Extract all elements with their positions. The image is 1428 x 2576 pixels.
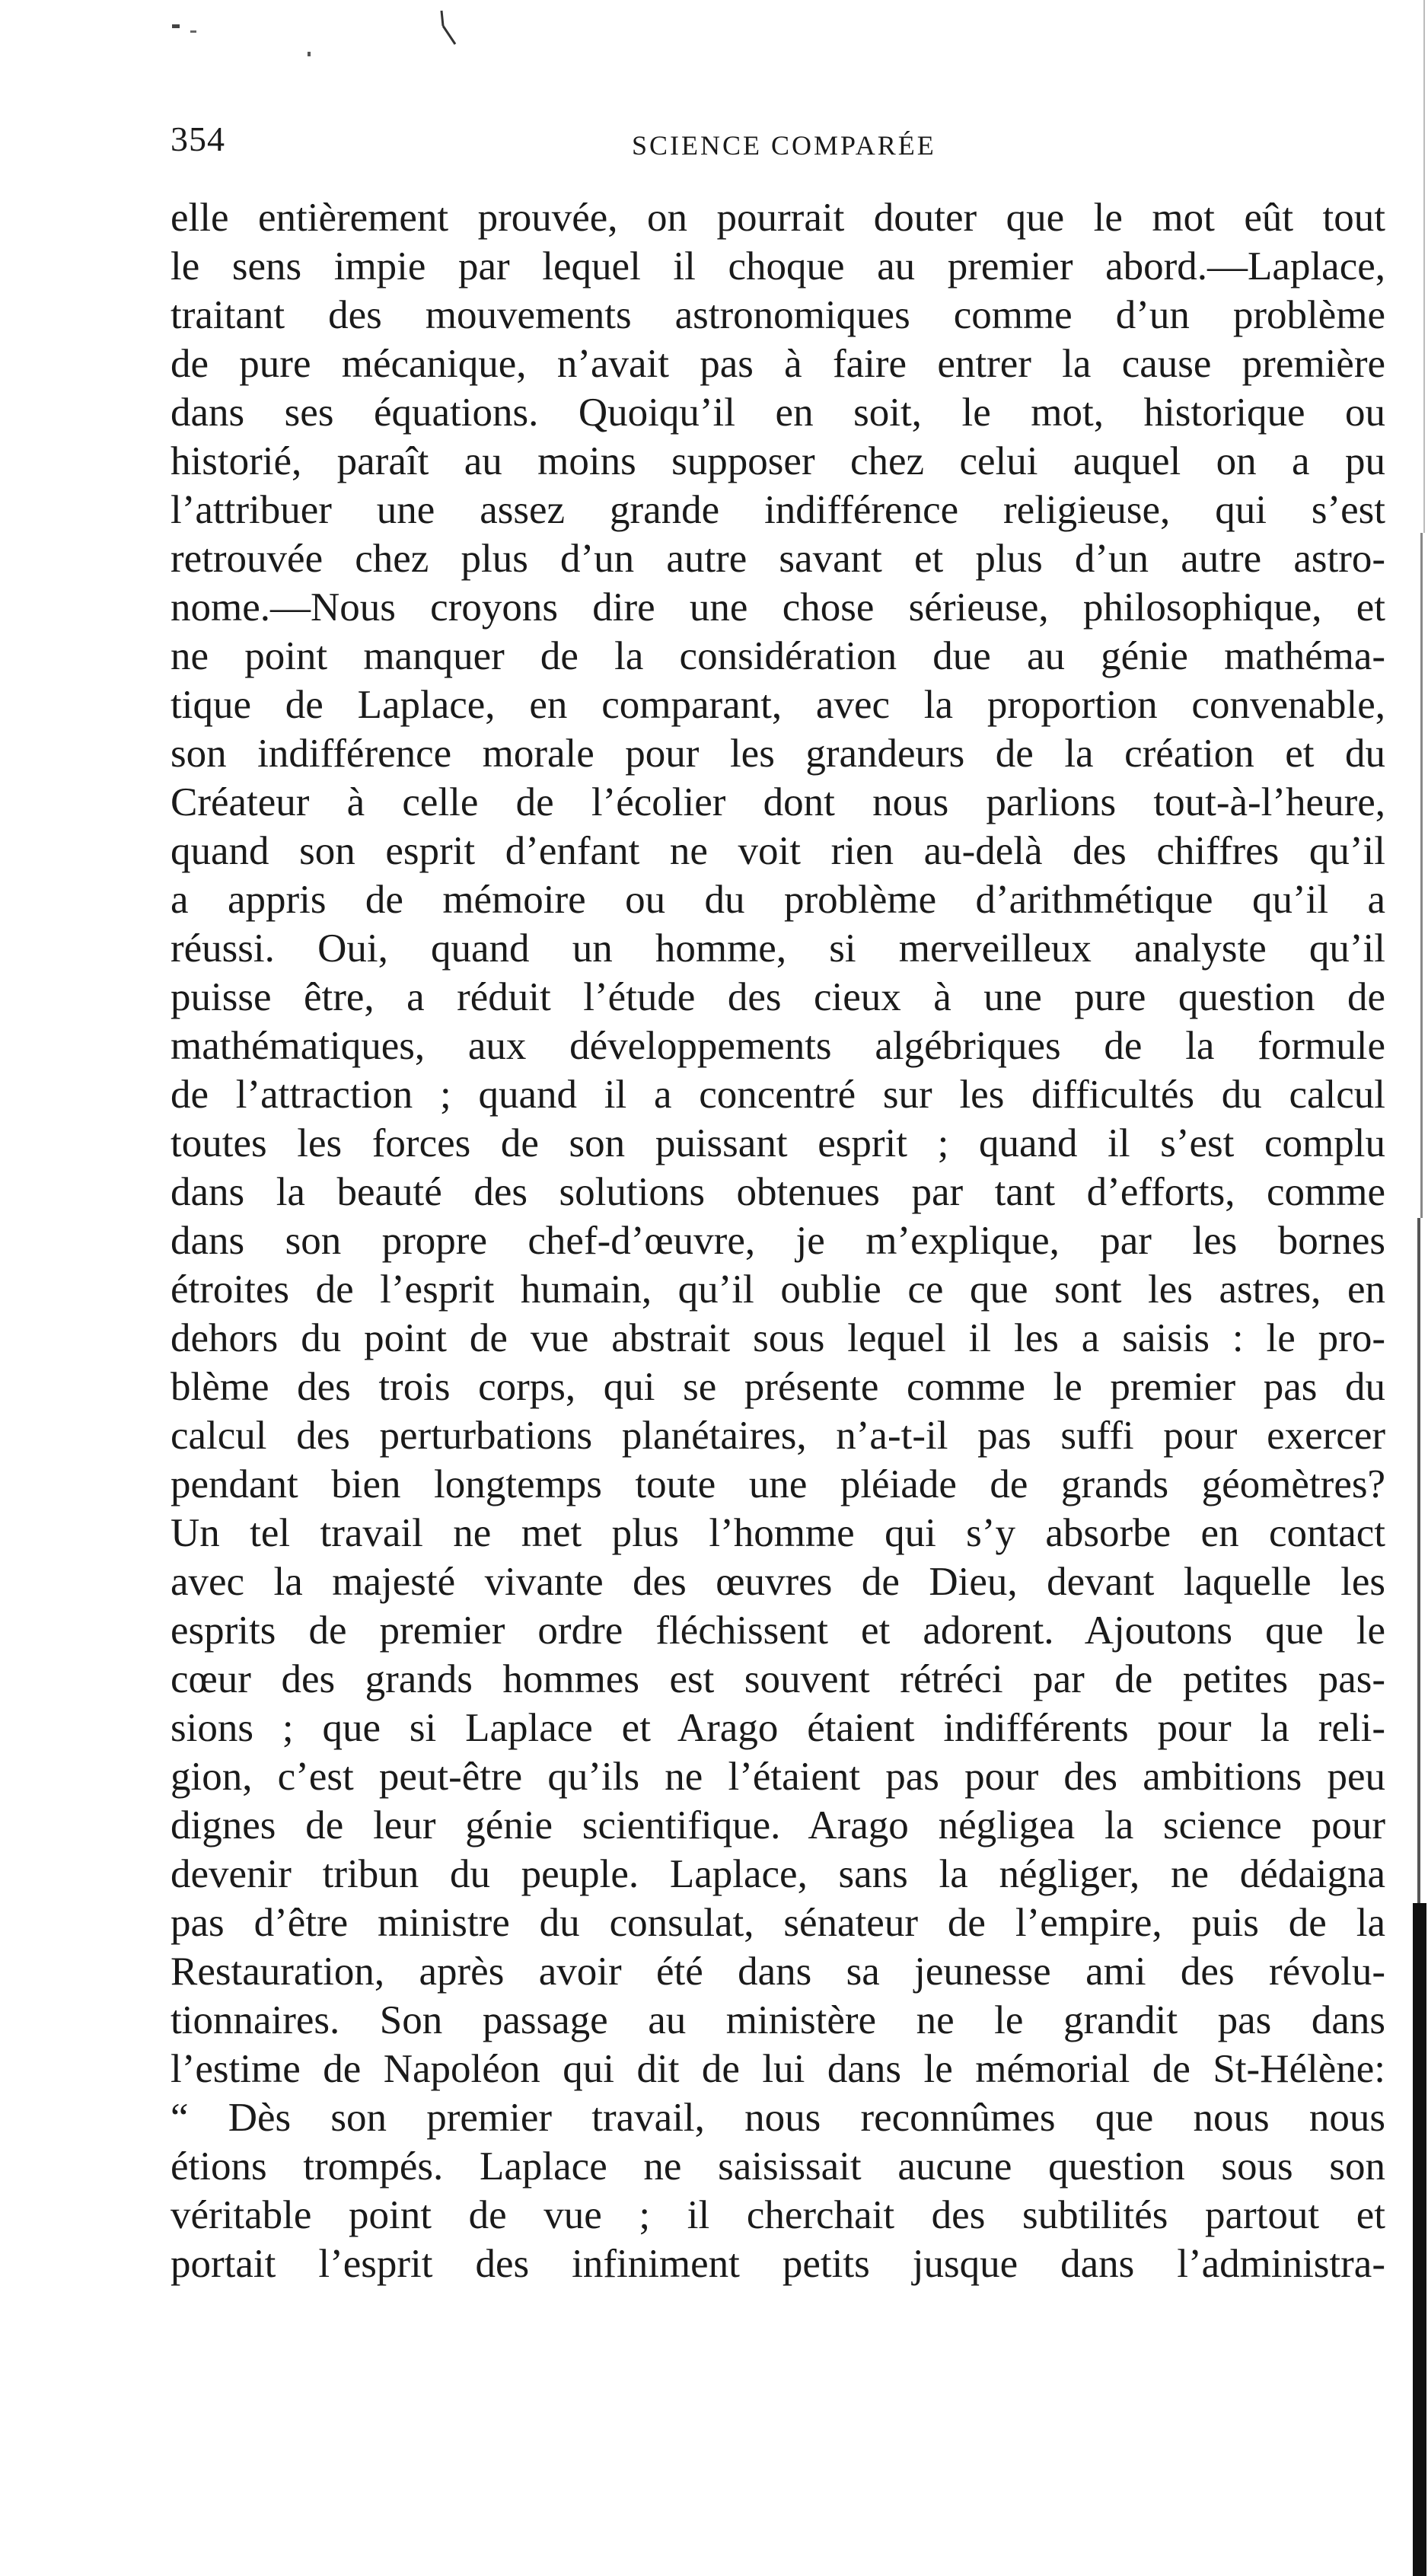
text-line: “ Dès son premier travail, nous reconnûmes que nous nous [171, 2096, 1385, 2140]
print-marks [167, 8, 487, 76]
text-line: dans son propre chef-d’œuvre, je m’explique, par les bornes [171, 1219, 1385, 1263]
text-line: gion, c’est peut-être qu’ils ne l’étaient pas pour des ambitions peu [171, 1755, 1385, 1799]
text-line: devenir tribun du peuple. Laplace, sans la négliger, ne dédaigna [171, 1852, 1385, 1896]
text-line: portait l’esprit des infiniment petits jusque dans l’administra- [171, 2242, 1385, 2286]
text-line: quand son esprit d’enfant ne voit rien au-delà des chiffres qu’il [171, 829, 1385, 873]
text-line: nome.—Nous croyons dire une chose sérieuse, philosophique, et [171, 585, 1385, 630]
page-edge-shadow [1407, 0, 1428, 2576]
text-line: historié, paraît au moins supposer chez celui auquel on a pu [171, 439, 1385, 483]
text-line: mathématiques, aux développements algébriques de la formule [171, 1024, 1385, 1068]
text-line: avec la majesté vivante des œuvres de Dieu, devant laquelle les [171, 1560, 1385, 1604]
text-line: l’attribuer une assez grande indifférence religieuse, qui s’est [171, 488, 1385, 532]
text-line: véritable point de vue ; il cherchait des subtilités partout et [171, 2193, 1385, 2237]
text-line: a appris de mémoire ou du problème d’arithmétique qu’il a [171, 878, 1385, 922]
text-line: le sens impie par lequel il choque au premier abord.—Laplace, [171, 244, 1385, 289]
text-line: dehors du point de vue abstrait sous lequel il les a saisis : le pro- [171, 1316, 1385, 1360]
text-line: puisse être, a réduit l’étude des cieux à une pure question de [171, 975, 1385, 1019]
text-line: tionnaires. Son passage au ministère ne le grandit pas dans [171, 1998, 1385, 2042]
text-line: de pure mécanique, n’avait pas à faire entrer la cause première [171, 342, 1385, 386]
text-line: tique de Laplace, en comparant, avec la proportion convenable, [171, 683, 1385, 727]
text-line: retrouvée chez plus d’un autre savant et plus d’un autre astro- [171, 537, 1385, 581]
text-line: son indifférence morale pour les grandeurs de la création et du [171, 732, 1385, 776]
text-line: blème des trois corps, qui se présente comme le premier pas du [171, 1365, 1385, 1409]
text-line: cœur des grands hommes est souvent rétréci par de petites pas- [171, 1657, 1385, 1701]
text-line: de l’attraction ; quand il a concentré sur les difficultés du calcul [171, 1073, 1385, 1117]
text-line: Restauration, après avoir été dans sa jeunesse ami des révolu- [171, 1950, 1385, 1994]
text-line: pendant bien longtemps toute une pléiade de grands géomètres? [171, 1462, 1385, 1506]
text-line: étions trompés. Laplace ne saisissait aucune question sous son [171, 2144, 1385, 2189]
text-line: l’estime de Napoléon qui dit de lui dans le mémorial de St-Hélène: [171, 2047, 1385, 2091]
text-line: sions ; que si Laplace et Arago étaient indifférents pour la reli- [171, 1706, 1385, 1750]
text-line: Créateur à celle de l’écolier dont nous parlions tout-à-l’heure, [171, 780, 1385, 824]
text-line: elle entièrement prouvée, on pourrait douter que le mot eût tout [171, 196, 1385, 240]
text-line: esprits de premier ordre fléchissent et adorent. Ajoutons que le [171, 1608, 1385, 1653]
text-line: dignes de leur génie scientifique. Arago négligea la science pour [171, 1803, 1385, 1848]
page-header [171, 114, 1385, 167]
text-line: Un tel travail ne met plus l’homme qui s’y absorbe en contact [171, 1511, 1385, 1555]
page-number: 354 [171, 120, 225, 158]
text-line: dans ses équations. Quoiqu’il en soit, le mot, historique ou [171, 391, 1385, 435]
text-line: ne point manquer de la considération due au génie mathéma- [171, 634, 1385, 678]
running-title: SCIENCE COMPARÉE [632, 130, 936, 161]
text-line: calcul des perturbations planétaires, n’a-t-il pas suffi pour exercer [171, 1414, 1385, 1458]
text-line: pas d’être ministre du consulat, sénateur de l’empire, puis de la [171, 1901, 1385, 1945]
text-line: étroites de l’esprit humain, qu’il oublie ce que sont les astres, en [171, 1267, 1385, 1312]
text-line: toutes les forces de son puissant esprit ; quand il s’est complu [171, 1121, 1385, 1165]
text-line: réussi. Oui, quand un homme, si merveilleux analyste qu’il [171, 926, 1385, 971]
body-text [171, 193, 1385, 2288]
text-line: dans la beauté des solutions obtenues par tant d’efforts, comme [171, 1170, 1385, 1214]
text-line: traitant des mouvements astronomiques comme d’un problème [171, 293, 1385, 337]
